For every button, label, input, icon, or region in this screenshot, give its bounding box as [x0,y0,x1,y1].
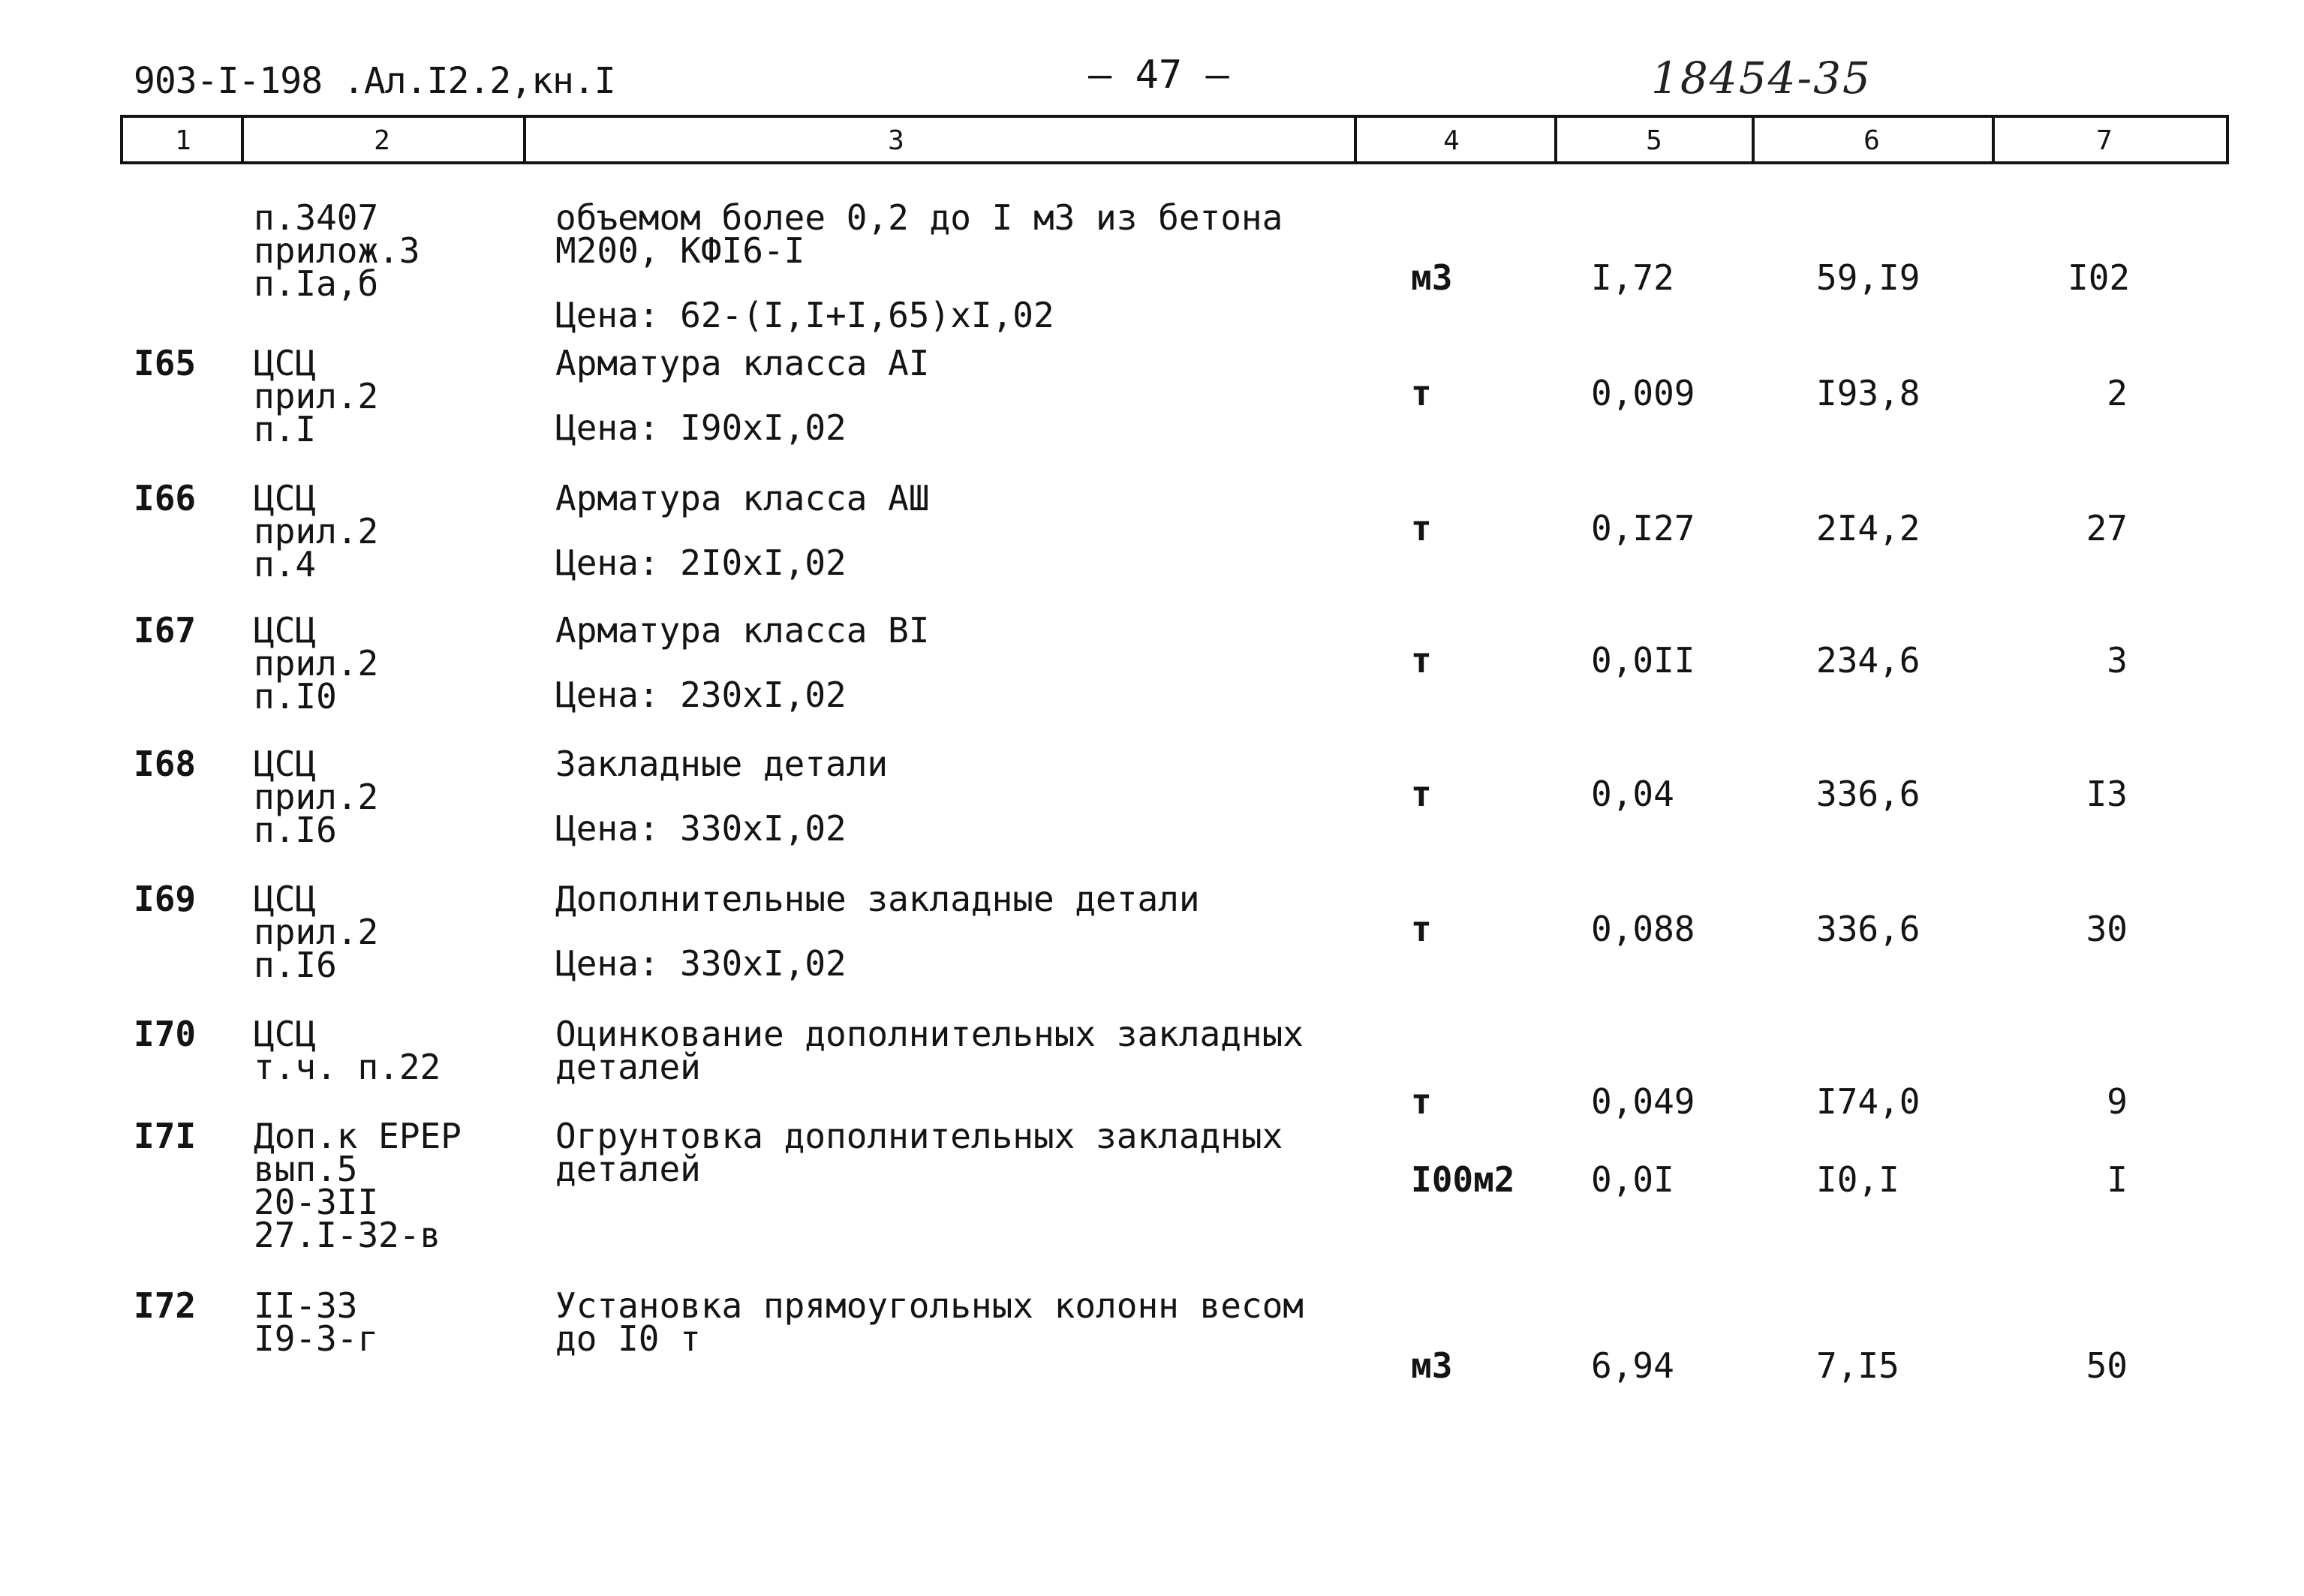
cell-total: 9 [2107,1081,2128,1122]
cell-qty: 0,04 [1591,774,1674,814]
cell-ref: Доп.к ЕРЕР вып.5 20-3II 27.I-32-в [254,1116,462,1255]
cell-unit: м3 [1411,1345,1453,1386]
cell-ref: ЦСЦ прил.2 п.4 [254,478,379,585]
handwritten-number: 18454-35 [1651,53,1872,104]
cell-unit: т [1411,909,1432,949]
cell-total: 3 [2107,640,2128,681]
cell-unit: I00м2 [1411,1159,1515,1200]
cell-ref: ЦСЦ прил.2 п.I6 [254,744,379,850]
cell-desc: Установка прямоугольных колонн весом до I0 т [555,1285,1304,1359]
column-number: 2 [374,125,390,156]
cell-desc: Арматура класса AШ [555,478,930,518]
cell-total: I [2107,1159,2128,1200]
column-number-bar [120,115,2229,164]
cell-num: I65 [134,343,197,383]
column-number: 1 [175,125,191,156]
cell-qty: I,72 [1591,257,1674,298]
cell-desc: Закладные детали [555,744,889,784]
cell-unit: т [1411,774,1432,814]
cell-desc: объемом более 0,2 до I м3 из бетона М200, КФI6-I [555,197,1283,271]
cell-qty: 0,049 [1591,1081,1695,1122]
cell-price-formula: Цена: I90xI,02 [555,407,847,448]
column-divider [1752,118,1755,161]
cell-desc: Арматура класса BI [555,610,930,651]
cell-ref: ЦСЦ т.ч. п.22 [254,1014,441,1087]
cell-num: I67 [134,610,197,651]
cell-total: 27 [2086,508,2128,549]
cell-cost: I93,8 [1816,373,1921,413]
cell-desc: Огрунтовка дополнительных закладных деталей [555,1116,1283,1189]
cell-desc: Дополнительные закладные детали [555,879,1200,919]
cell-qty: 0,0I [1591,1159,1674,1200]
column-number: 7 [2096,125,2113,156]
cell-cost: 2I4,2 [1816,508,1921,549]
cell-unit: м3 [1411,257,1453,298]
cell-cost: 234,6 [1816,640,1921,681]
column-divider [1554,118,1557,161]
cell-cost: I74,0 [1816,1081,1921,1122]
cell-price-formula: Цена: 230xI,02 [555,675,847,715]
cell-total: I02 [2068,257,2131,298]
cell-desc: Оцинкование дополнительных закладных деталей [555,1014,1304,1087]
column-divider [1992,118,1995,161]
cell-desc: Арматура класса AI [555,343,930,383]
cell-qty: 0,0II [1591,640,1695,681]
cell-unit: т [1411,373,1432,413]
cell-price-formula: Цена: 2I0xI,02 [555,543,847,583]
cell-num: I70 [134,1014,197,1054]
cell-ref: п.3407 прилож.3 п.Iа,б [254,197,420,304]
cell-price-formula: Цена: 330xI,02 [555,808,847,849]
cell-unit: т [1411,640,1432,681]
cell-qty: 6,94 [1591,1345,1674,1386]
column-divider [523,118,526,161]
cell-total: I3 [2086,774,2128,814]
cell-price-formula: Цена: 330xI,02 [555,943,847,984]
cell-ref: ЦСЦ прил.2 п.I [254,343,379,449]
cell-cost: 336,6 [1816,774,1921,814]
page-number: — 47 — [1088,53,1229,98]
cell-total: 30 [2086,909,2128,949]
cell-unit: т [1411,1081,1432,1122]
cell-cost: 7,I5 [1816,1345,1899,1386]
cell-qty: 0,009 [1591,373,1695,413]
cell-ref: II-33 I9-3-г [254,1285,379,1359]
cell-qty: 0,088 [1591,909,1695,949]
document-code: 903-I-198 .Ал.I2.2,кн.I [134,60,615,102]
cell-total: 2 [2107,373,2128,413]
cell-cost: 59,I9 [1816,257,1921,298]
cell-total: 50 [2086,1345,2128,1386]
cell-unit: т [1411,508,1432,549]
column-number: 3 [888,125,904,156]
cell-cost: I0,I [1816,1159,1899,1200]
column-number: 5 [1646,125,1662,156]
cell-num: I69 [134,879,197,919]
cell-price-formula: Цена: 62-(I,I+I,65)xI,02 [555,295,1054,335]
column-number: 6 [1863,125,1880,156]
cell-num: I7I [134,1116,197,1156]
cell-num: I72 [134,1285,197,1326]
column-number: 4 [1443,125,1460,156]
cell-cost: 336,6 [1816,909,1921,949]
cell-num: I66 [134,478,197,518]
column-divider [1354,118,1357,161]
cell-num: I68 [134,744,197,784]
cell-ref: ЦСЦ прил.2 п.I6 [254,879,379,985]
cell-ref: ЦСЦ прил.2 п.I0 [254,610,379,717]
column-divider [241,118,244,161]
cell-qty: 0,I27 [1591,508,1695,549]
